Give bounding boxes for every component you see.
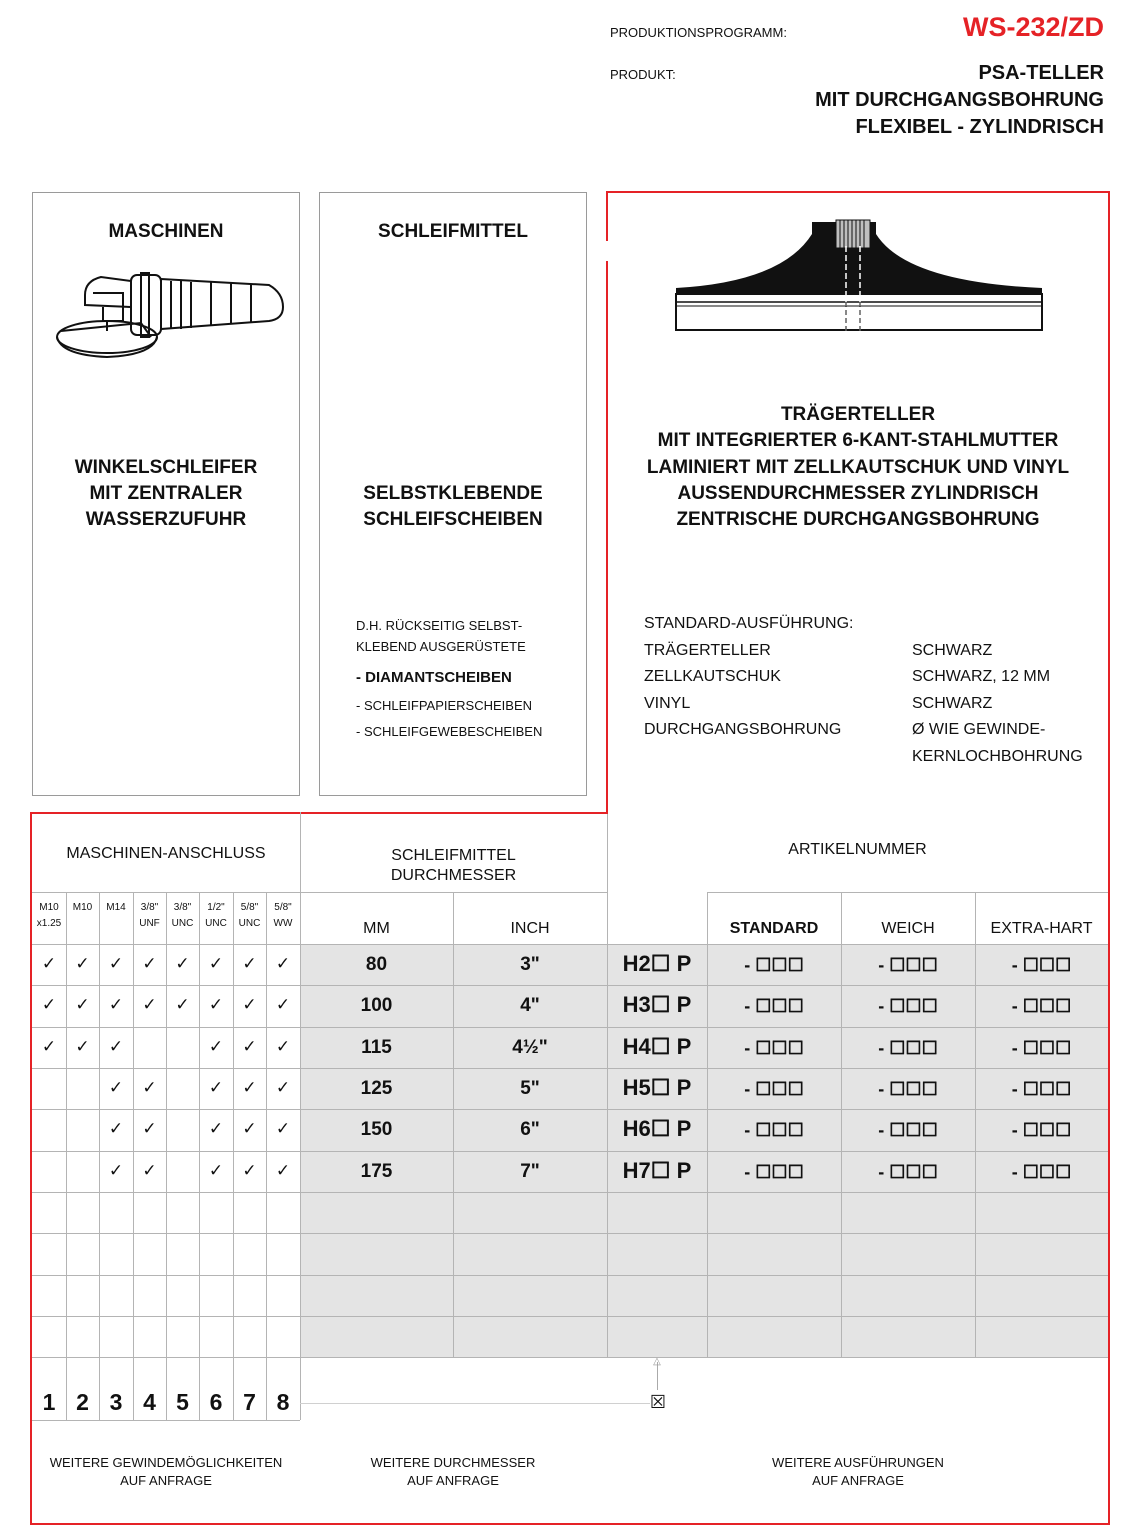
spec-value-1: SCHWARZ — [912, 641, 993, 659]
footer-diameter-2: AUF ANFRAGE — [407, 1473, 499, 1488]
product-desc-3: LAMINIERT MIT ZELLKAUTSCHUK UND VINYL — [646, 456, 1070, 478]
product-desc-4: AUSSENDURCHMESSER ZYLINDRISCH — [677, 482, 1039, 504]
check-mark: ✓ — [108, 1119, 124, 1139]
grid-line — [32, 1192, 1108, 1193]
check-mark: ✓ — [208, 1077, 224, 1097]
check-mark: ✓ — [208, 1036, 224, 1056]
variant-extrahart-header: EXTRA-HART — [990, 920, 1093, 937]
check-mark: ✓ — [108, 954, 124, 973]
product-line-2: MIT DURCHGANGSBOHRUNG — [815, 89, 1104, 111]
check-mark: ✓ — [108, 1036, 124, 1056]
product-line-3: FLEXIBEL - ZYLINDRISCH — [855, 116, 1104, 138]
diameter-mm: 115 — [361, 1036, 392, 1058]
suffix-weich: - ☐☐☐ — [878, 1120, 938, 1141]
thread-subheader-7: UNC — [238, 918, 261, 929]
diameter-header-2: DURCHMESSER — [390, 867, 517, 884]
product-desc-1: TRÄGERTELLER — [780, 404, 936, 425]
grid-line — [32, 1151, 1108, 1152]
thread-header-4: 3/8" — [140, 902, 159, 913]
grid-line — [32, 1357, 1108, 1358]
thread-header-5: 3/8" — [173, 902, 192, 913]
suffix-standard: - ☐☐☐ — [744, 1037, 804, 1058]
product-desc-5: ZENTRISCHE DURCHGANGSBOHRUNG — [676, 509, 1040, 531]
abrasives-panel — [319, 192, 587, 796]
grid-line — [32, 944, 1108, 945]
diameter-inch: 4" — [520, 995, 540, 1017]
diameter-inch: 5" — [520, 1077, 540, 1099]
product-label: PRODUKT: — [610, 67, 676, 82]
row-shade — [300, 1192, 1108, 1233]
column-number-6: 6 — [209, 1389, 223, 1415]
grid-line — [32, 1027, 1108, 1028]
product-description — [608, 402, 1108, 533]
abrasives-note-1: D.H. RÜCKSEITIG SELBST- — [356, 618, 523, 633]
machines-panel — [32, 192, 300, 796]
spec-label-2: ZELLKAUTSCHUK — [644, 668, 781, 685]
spec-title: STANDARD-AUSFÜHRUNG: — [644, 615, 854, 632]
thread-header-3: M14 — [106, 902, 126, 913]
check-mark: ✓ — [75, 995, 90, 1015]
column-number-5: 5 — [176, 1389, 189, 1415]
footer-threads-1: WEITERE GEWINDEMÖGLICHKEITEN — [49, 1455, 283, 1470]
check-mark: ✓ — [208, 995, 224, 1015]
grid-line — [32, 1233, 1108, 1234]
inch-header: INCH — [510, 920, 550, 937]
check-mark: ✓ — [275, 954, 291, 973]
spec-label-1: TRÄGERTELLER — [644, 641, 771, 659]
article-number: H4☐ P — [622, 1033, 692, 1059]
spec-label-3: VINYL — [644, 694, 691, 712]
suffix-weich: - ☐☐☐ — [878, 1161, 938, 1182]
thread-subheader-5: UNC — [171, 918, 194, 929]
product-desc-2: MIT INTEGRIERTER 6-KANT-STAHLMUTTER — [657, 430, 1059, 452]
grid-line — [32, 1316, 1108, 1317]
check-mark: ✓ — [142, 1160, 157, 1180]
check-mark: ✓ — [242, 1160, 257, 1180]
check-mark: ✓ — [41, 995, 57, 1015]
footer-diameter-1: WEITERE DURCHMESSER — [370, 1455, 536, 1470]
suffix-extrahart: - ☐☐☐ — [1011, 996, 1072, 1017]
grid-line — [32, 1275, 1108, 1276]
machines-title: MASCHINEN — [108, 221, 224, 242]
row-shade — [300, 1316, 1108, 1357]
pointer-arrow-head-icon: △ — [653, 1356, 661, 1367]
grid-line — [32, 985, 1108, 986]
suffix-weich: - ☐☐☐ — [878, 955, 938, 975]
grid-line — [32, 1068, 1108, 1069]
thread-subheader-6: UNC — [205, 918, 227, 929]
grid-line — [300, 812, 301, 1420]
diameter-inch: 7" — [520, 1160, 540, 1182]
suffix-weich: - ☐☐☐ — [878, 1078, 938, 1099]
spec-value-4: Ø WIE GEWINDE- — [912, 721, 1046, 738]
machines-line-3: WASSERZUFUHR — [85, 509, 247, 530]
suffix-extrahart: - ☐☐☐ — [1011, 955, 1072, 975]
diameter-mm: 80 — [365, 954, 388, 975]
row-shade — [300, 1275, 1108, 1316]
check-mark: ✓ — [275, 1119, 291, 1139]
diameter-mm: 100 — [360, 995, 393, 1017]
abrasives-item-2: - SCHLEIFPAPIERSCHEIBEN — [356, 698, 533, 713]
suffix-standard: - ☐☐☐ — [744, 1078, 804, 1099]
row-shade — [300, 1233, 1108, 1274]
column-number-2: 2 — [76, 1389, 89, 1415]
check-mark: ✓ — [242, 1036, 257, 1056]
check-mark: ✓ — [75, 954, 90, 973]
thread-subheader-4: UNF — [139, 918, 160, 929]
suffix-standard: - ☐☐☐ — [744, 1161, 804, 1182]
abrasives-line-2: SCHLEIFSCHEIBEN — [363, 509, 543, 530]
thread-header-7: 5/8" — [240, 902, 259, 913]
abrasives-item-3: - SCHLEIFGEWEBESCHEIBEN — [356, 724, 543, 739]
spec-value-3: SCHWARZ — [912, 694, 993, 712]
variant-standard-header: STANDARD — [729, 920, 819, 937]
suffix-extrahart: - ☐☐☐ — [1011, 1161, 1072, 1182]
check-mark: ✓ — [208, 954, 224, 973]
backing-pad-icon — [672, 216, 1046, 336]
check-mark: ✓ — [142, 954, 157, 973]
article-number-header: ARTIKELNUMMER — [788, 841, 927, 858]
diameter-inch: 6" — [520, 1119, 540, 1141]
abrasives-item-1: - DIAMANTSCHEIBEN — [356, 669, 512, 686]
suffix-extrahart: - ☐☐☐ — [1011, 1078, 1072, 1099]
diameter-mm: 175 — [360, 1160, 393, 1182]
diameter-mm: 150 — [360, 1119, 393, 1141]
check-mark: ✓ — [142, 1119, 157, 1139]
check-mark: ✓ — [75, 1036, 90, 1056]
check-mark: ✓ — [275, 1077, 291, 1097]
abrasives-line-1: SELBSTKLEBENDE — [363, 483, 543, 504]
grid-line — [32, 1109, 1108, 1110]
check-mark: ✓ — [41, 954, 57, 973]
grid-line — [32, 892, 300, 893]
thread-header-8: 5/8" — [274, 902, 292, 913]
column-number-3: 3 — [109, 1389, 123, 1415]
suffix-weich: - ☐☐☐ — [878, 1037, 938, 1058]
suffix-standard: - ☐☐☐ — [744, 996, 804, 1017]
column-number-7: 7 — [243, 1389, 256, 1415]
check-mark: ✓ — [208, 1119, 224, 1139]
check-mark: ✓ — [142, 1077, 157, 1097]
check-mark: ✓ — [242, 1077, 257, 1097]
thread-header-1: M10 — [39, 902, 59, 913]
thread-subheader-8: WW — [273, 918, 293, 929]
check-mark: ✓ — [242, 1119, 257, 1139]
grid-line — [707, 892, 1108, 893]
thread-header-2: M10 — [72, 902, 93, 913]
product-line-1: PSA-TELLER — [978, 62, 1104, 84]
suffix-standard: - ☐☐☐ — [744, 1120, 804, 1141]
check-mark: ✓ — [142, 995, 157, 1015]
check-mark: ✓ — [41, 1036, 57, 1056]
check-mark: ✓ — [108, 1160, 124, 1180]
program-code: WS-232/ZD — [962, 12, 1104, 42]
check-mark: ✓ — [175, 995, 190, 1015]
suffix-extrahart: - ☐☐☐ — [1011, 1037, 1072, 1058]
check-mark: ✓ — [275, 1036, 291, 1056]
check-mark: ✓ — [108, 995, 124, 1015]
check-mark: ✓ — [108, 1077, 124, 1097]
spec-value-5: KERNLOCHBOHRUNG — [912, 747, 1083, 765]
mm-header: MM — [363, 920, 390, 937]
article-number: H3☐ P — [622, 992, 692, 1018]
diameter-inch: 3" — [520, 954, 540, 975]
column-number-1: 1 — [42, 1389, 56, 1415]
diameter-header-1: SCHLEIFMITTEL — [391, 847, 516, 864]
footer-variant-2: AUF ANFRAGE — [812, 1473, 904, 1488]
abrasives-title: SCHLEIFMITTEL — [378, 221, 528, 242]
column-number-8: 8 — [276, 1389, 290, 1415]
grid-line — [300, 1403, 650, 1404]
machine-connection-header: MASCHINEN-ANSCHLUSS — [66, 845, 266, 862]
article-number: H7☐ P — [622, 1157, 692, 1183]
variant-weich-header: WEICH — [881, 920, 935, 937]
abrasives-note-2: KLEBEND AUSGERÜSTETE — [356, 639, 526, 654]
selector-box-icon: ☒ — [649, 1392, 667, 1412]
suffix-standard: - ☐☐☐ — [744, 955, 804, 975]
check-mark: ✓ — [275, 995, 291, 1015]
check-mark: ✓ — [242, 995, 257, 1015]
check-mark: ✓ — [275, 1160, 291, 1180]
check-mark: ✓ — [242, 954, 257, 973]
footer-threads-2: AUF ANFRAGE — [120, 1473, 212, 1488]
check-mark: ✓ — [208, 1160, 224, 1180]
diameter-inch: 4½" — [512, 1036, 548, 1058]
machines-line-1: WINKELSCHLEIFER — [74, 457, 258, 478]
diameter-mm: 125 — [360, 1077, 393, 1099]
program-label: PRODUKTIONSPROGRAMM: — [610, 25, 787, 40]
spec-value-2: SCHWARZ, 12 MM — [912, 668, 1051, 685]
machines-line-2: MIT ZENTRALER — [89, 483, 243, 504]
grid-line — [32, 1420, 300, 1421]
thread-subheader-1: x1.25 — [36, 918, 62, 929]
grid-line — [300, 892, 607, 893]
column-number-4: 4 — [143, 1389, 156, 1415]
thread-header-6: 1/2" — [207, 902, 225, 913]
suffix-weich: - ☐☐☐ — [878, 996, 938, 1017]
footer-variant-1: WEITERE AUSFÜHRUNGEN — [772, 1455, 944, 1470]
article-number: H6☐ P — [622, 1116, 692, 1142]
spec-label-4: DURCHGANGSBOHRUNG — [644, 721, 842, 738]
article-number: H2☐ P — [622, 951, 692, 976]
angle-grinder-icon — [51, 271, 291, 363]
suffix-extrahart: - ☐☐☐ — [1011, 1120, 1072, 1141]
check-mark: ✓ — [175, 954, 190, 973]
article-number: H5☐ P — [622, 1074, 692, 1100]
